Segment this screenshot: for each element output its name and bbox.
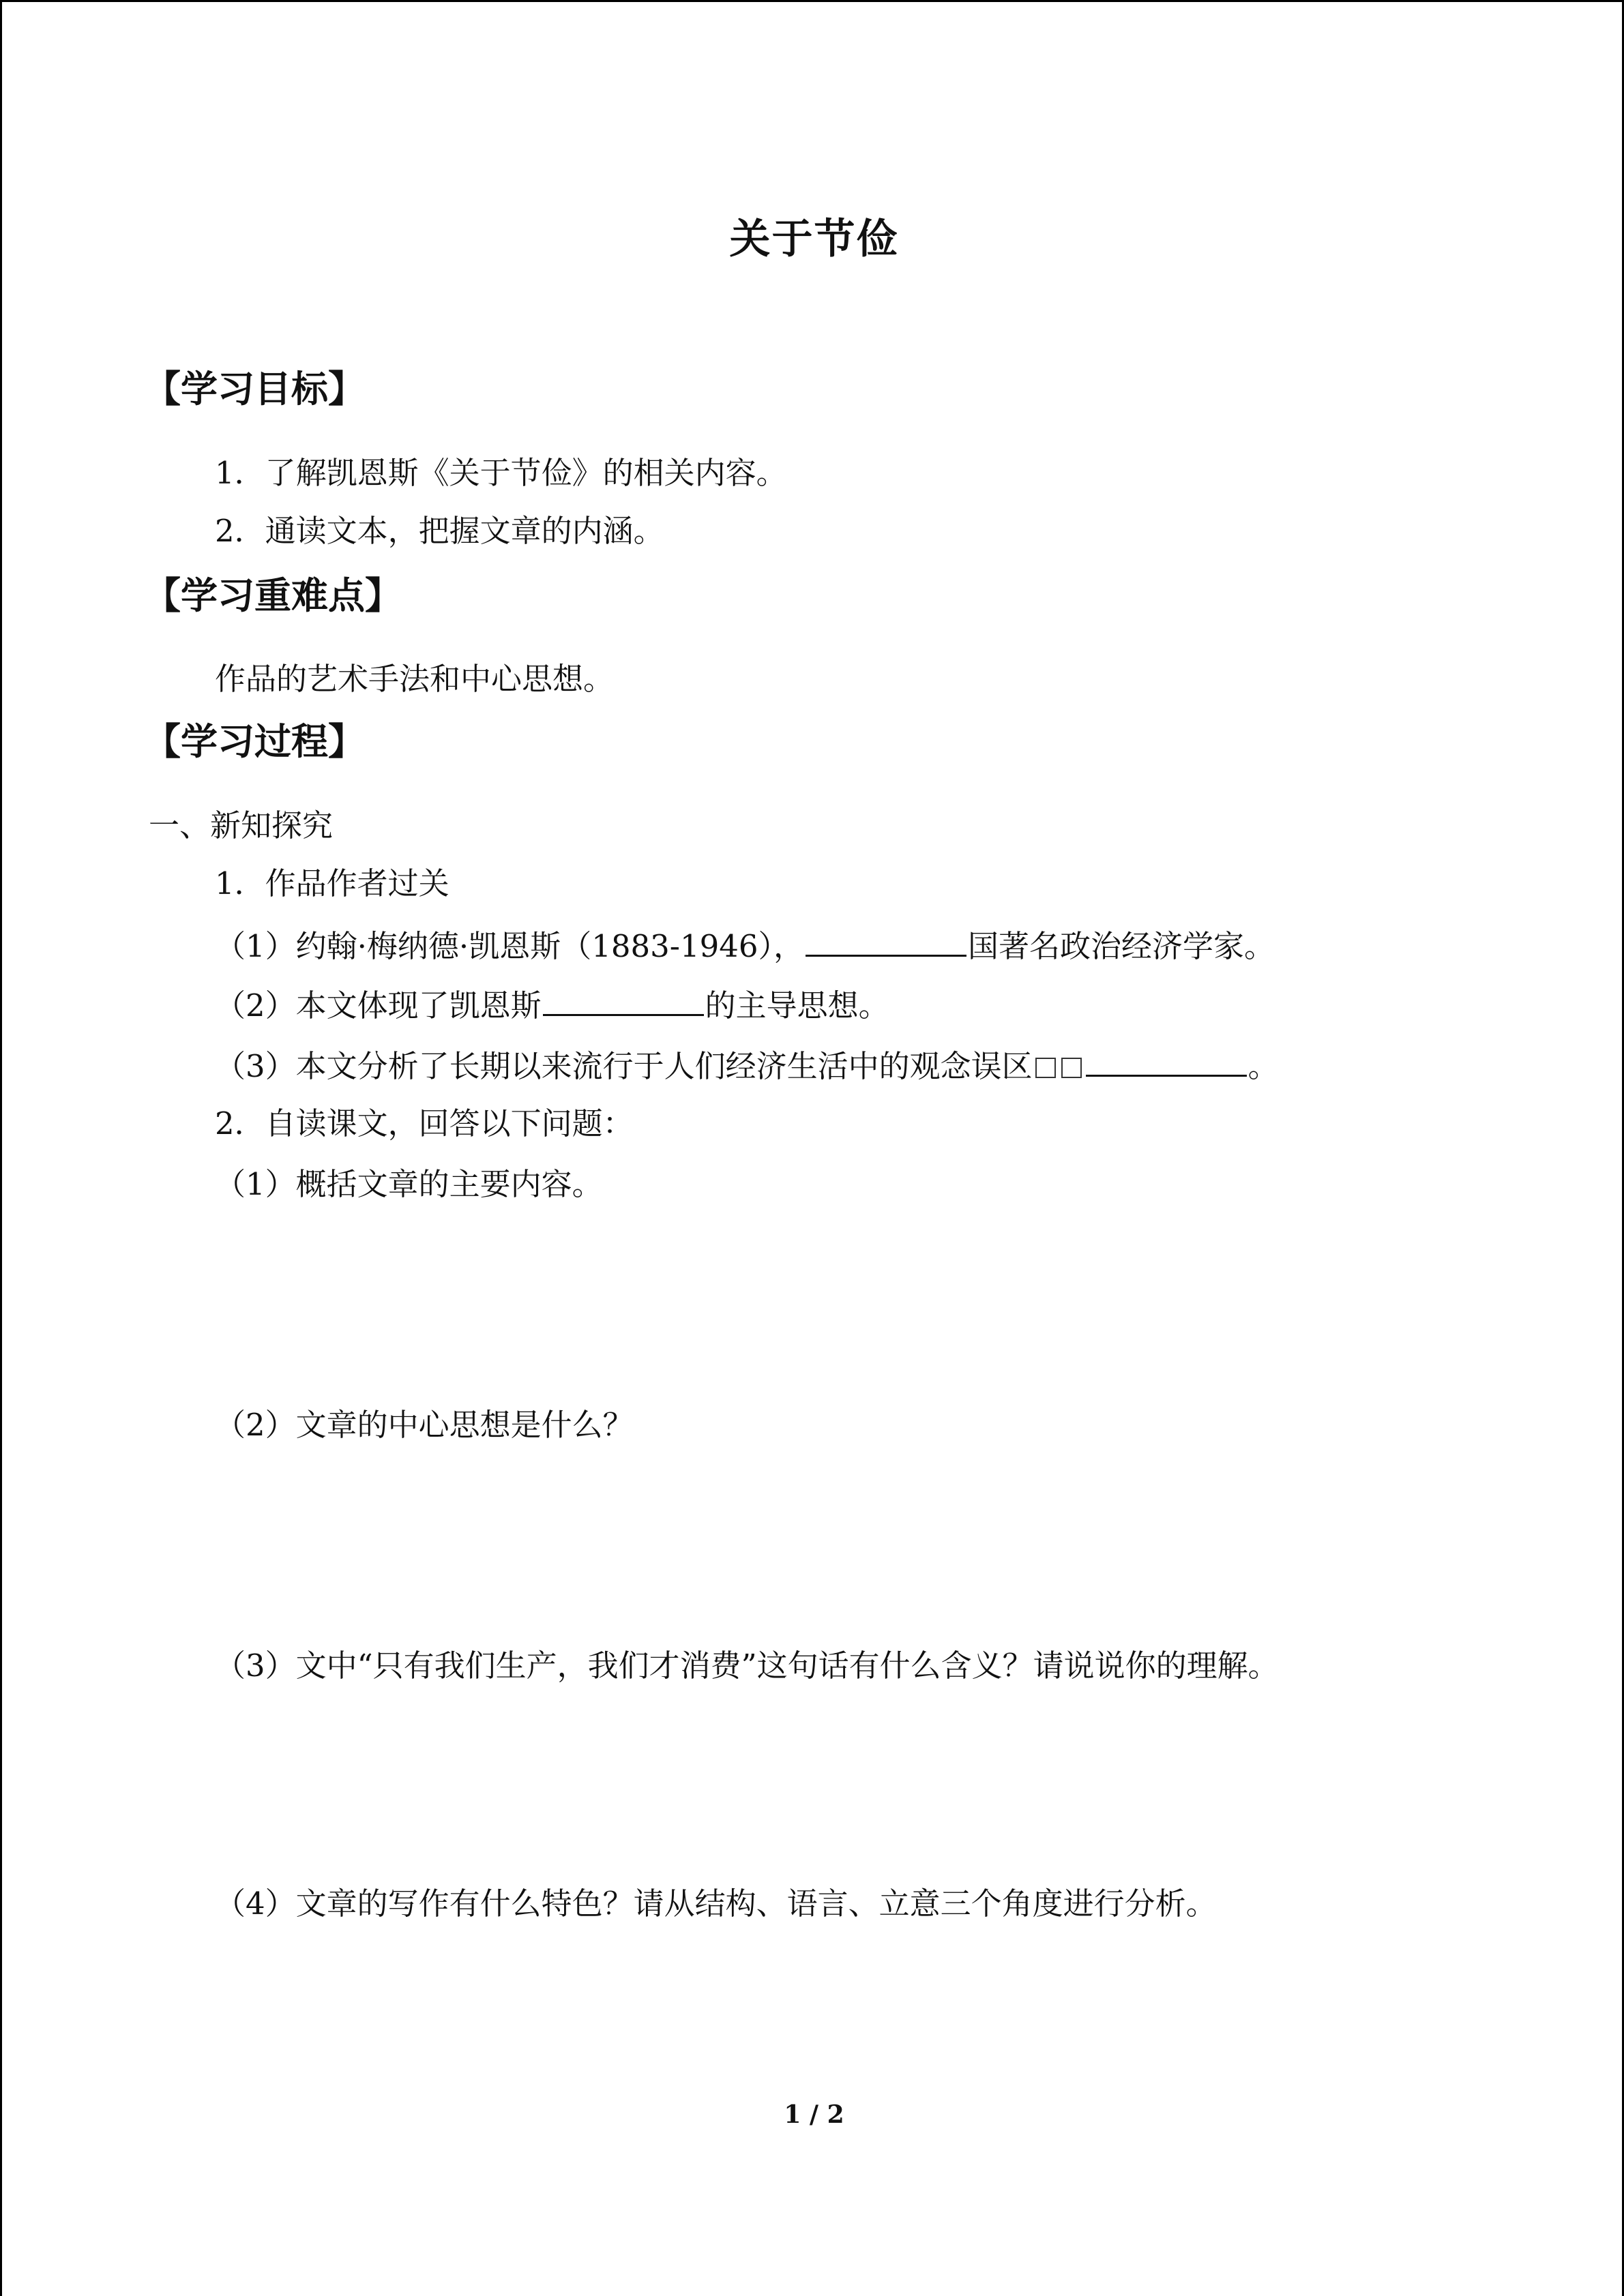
missing-glyph-box (1035, 1058, 1056, 1078)
question-2-item-1: （1）概括文章的主要内容。 (215, 1166, 603, 1202)
question-1-item-1-suffix: 国著名政治经济学家。 (968, 928, 1275, 964)
question-1-item-3-prefix: （3）本文分析了长期以来流行于人们经济生活中的观念误区 (215, 1048, 1033, 1084)
question-1-item-1-prefix: （1）约翰·梅纳德·凯恩斯（1883-1946）， (215, 928, 804, 964)
question-2-title: 2．自读课文，回答以下问题： (215, 1105, 634, 1142)
fill-blank-1[interactable] (806, 927, 966, 957)
section-heading-goals: 【学习目标】 (144, 367, 365, 411)
goal-item-1: 1．了解凯恩斯《关于节俭》的相关内容。 (215, 455, 787, 491)
missing-glyph-box (1061, 1058, 1082, 1078)
section-heading-process: 【学习过程】 (144, 719, 365, 763)
question-2-item-3: （3）文中“只有我们生产，我们才消费”这句话有什么含义？请说说你的理解。 (215, 1648, 1279, 1684)
fill-blank-2[interactable] (543, 987, 704, 1016)
question-1-item-1 (215, 927, 1275, 964)
question-1-item-2 (215, 987, 889, 1024)
page-number: 1 / 2 (784, 2100, 844, 2129)
question-1-item-3 (215, 1047, 1279, 1082)
key-points-text: 作品的艺术手法和中心思想。 (215, 661, 615, 697)
question-1-item-2-prefix: （2）本文体现了凯恩斯 (215, 987, 542, 1024)
document-title: 关于节俭 (729, 215, 899, 263)
question-2-item-4: （4）文章的写作有什么特色？请从结构、语言、立意三个角度进行分析。 (215, 1885, 1217, 1922)
question-1-item-3-suffix: 。 (1247, 1048, 1279, 1084)
section-heading-key-points: 【学习重难点】 (144, 573, 402, 617)
fill-blank-3[interactable] (1086, 1047, 1247, 1077)
question-1-item-2-suffix: 的主导思想。 (705, 987, 889, 1024)
part1-title: 一、新知探究 (149, 807, 334, 844)
goal-item-2: 2．通读文本，把握文章的内涵。 (215, 513, 664, 549)
question-2-item-2: （2）文章的中心思想是什么？ (215, 1407, 634, 1443)
question-1-title: 1．作品作者过关 (215, 865, 449, 901)
